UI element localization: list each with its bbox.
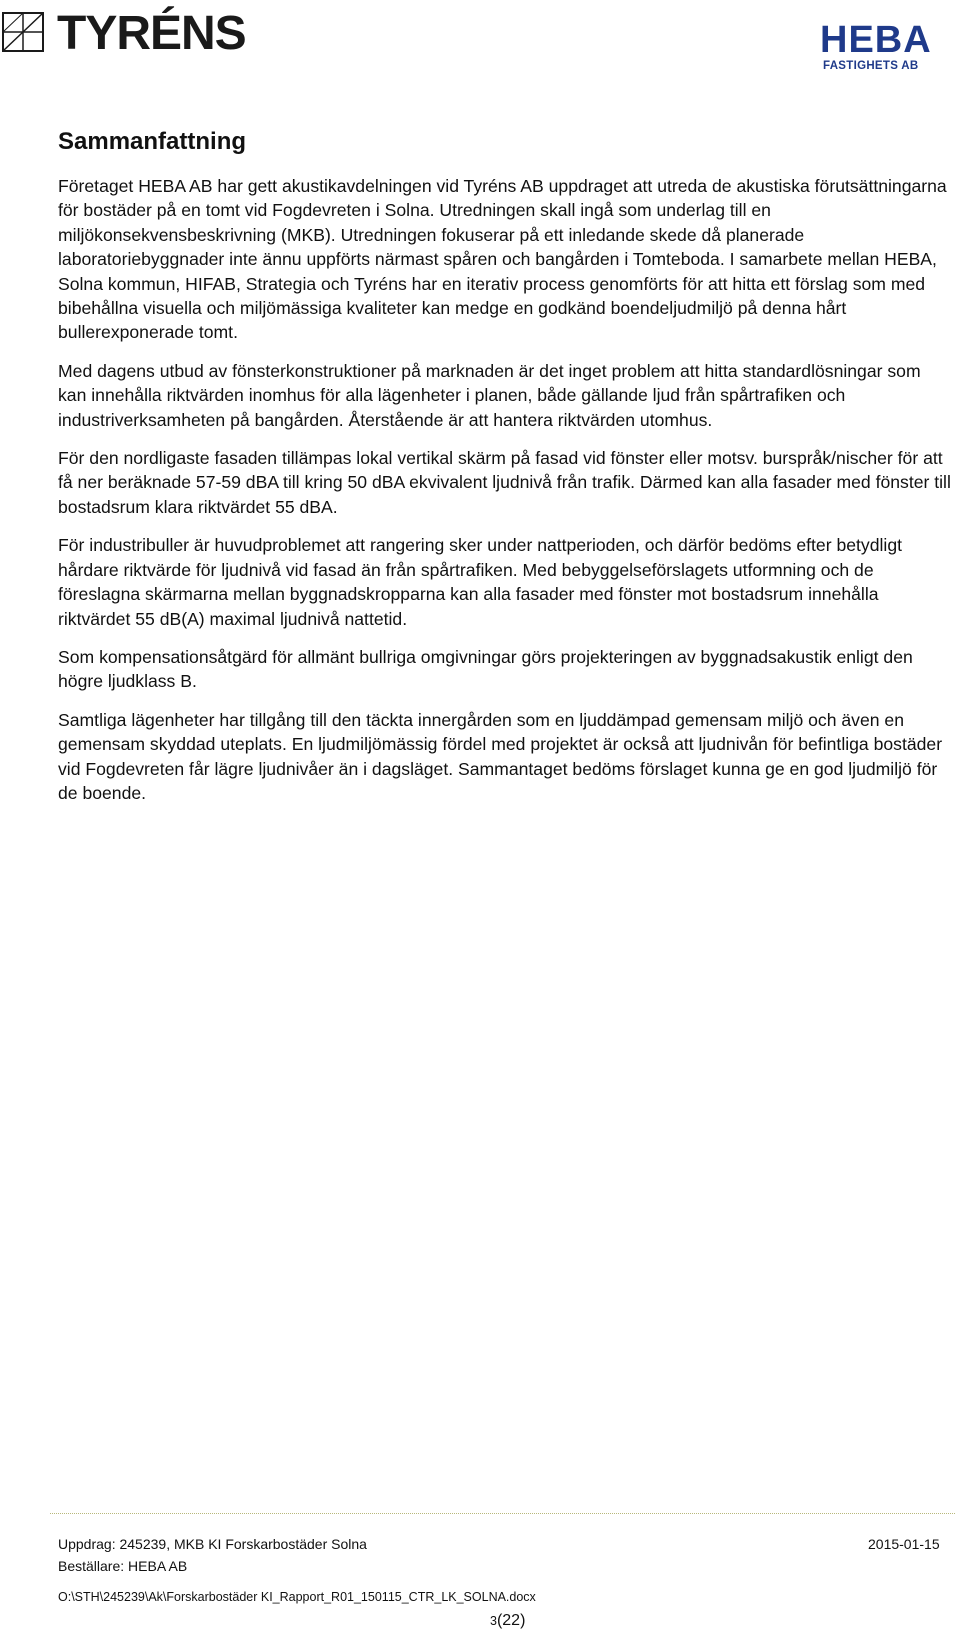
tyrens-emblem-icon <box>2 12 46 54</box>
footer-client: Beställare: HEBA AB <box>58 1558 188 1574</box>
section-title: Sammanfattning <box>58 128 247 155</box>
footer-divider <box>50 1513 955 1514</box>
paragraph: För den nordligaste fasaden tillämpas lokal vertikal skärm på fasad vid fönster eller motsv. burspråk/nischer för att få ner beräknade 57-59 dBA till kring 50 dBA ekvivalent ljudnivå från trafik. Därmed kan alla fasader med fönster till bostadsrum klara riktvärdet 55 dBA. <box>58 448 951 517</box>
paragraph: Som kompensationsåtgärd för allmänt bullriga omgivningar görs projekteringen av byggnadsakustik enligt den högre ljudklass B. <box>58 646 913 692</box>
footer-file-path: O:\STH\245239\Ak\Forskarbostäder KI_Rapport_R01_150115_CTR_LK_SOLNA.docx <box>58 1590 536 1604</box>
paragraph: Samtliga lägenheter har tillgång till den täckta innergården som en ljuddämpad gemensam miljö och även en gemensam skyddad uteplats. En ljudmiljömässig fördel med projektet är också att ljudnivån för befintliga bostäder vid Fogdevreten får lägre ljudnivåer än i dagsläget. Sammantaget bedöms förslaget kunna ge en god ljudmiljö för de boende. <box>58 709 943 803</box>
page-current: 3 <box>490 1614 497 1628</box>
page-number <box>490 1612 525 1630</box>
heba-logo <box>820 19 945 74</box>
footer-date: 2015-01-15 <box>868 1536 940 1552</box>
document-body <box>58 128 953 819</box>
tyrens-logo <box>0 7 260 60</box>
tyrens-logo-text: TYRÉNS <box>57 7 246 60</box>
heba-logo-sub: FASTIGHETS AB <box>823 60 919 72</box>
heba-logo-main: HEBA <box>820 19 932 61</box>
paragraph: Med dagens utbud av fönsterkonstruktioner på marknaden är det inget problem att hitta standardlösningar som kan innehålla riktvärden inomhus för alla lägenheter i planen, både gällande ljud från spårtrafiken och industriverksamheten på bangården. Återstående är att hantera riktvärden utomhus. <box>58 360 921 430</box>
footer-assignment: Uppdrag: 245239, MKB KI Forskarbostäder Solna <box>58 1536 367 1552</box>
page-total: (22) <box>496 1612 526 1629</box>
paragraph: Företaget HEBA AB har gett akustikavdelningen vid Tyréns AB uppdraget att utreda de akustiska förutsättningarna för bostäder på en tomt vid Fogdevreten i Solna. Utredningen skall ingå som underlag till en miljökonsekvensbeskrivning (MKB). Utredningen fokuserar på ett inledande skede då planerade laboratoriebyggnader inte ännu uppförts närmast spåren och bangården i Tomteboda. I samarbete mellan HEBA, Solna kommun, HIFAB, Strategia och Tyréns har en iterativ process genomförts för att hitta ett förslag som med bibehållna visuella och miljömässiga kvaliteter kan medge en godkänd boendeljudmiljö på denna hårt bullerexponerade tomt. <box>58 176 947 343</box>
paragraph: För industribuller är huvudproblemet att rangering sker under nattperioden, och därför bedöms efter betydligt hårdare riktvärde för ljudnivå vid fasad än från spårtrafiken. Med bebyggelseförslagets utformning och de föreslagna skärmarna mellan byggnadskropparna kan alla fasader med fönster mot bostadsrum innehålla riktvärdet 55 dB(A) maximal ljudnivå nattetid. <box>58 535 902 629</box>
